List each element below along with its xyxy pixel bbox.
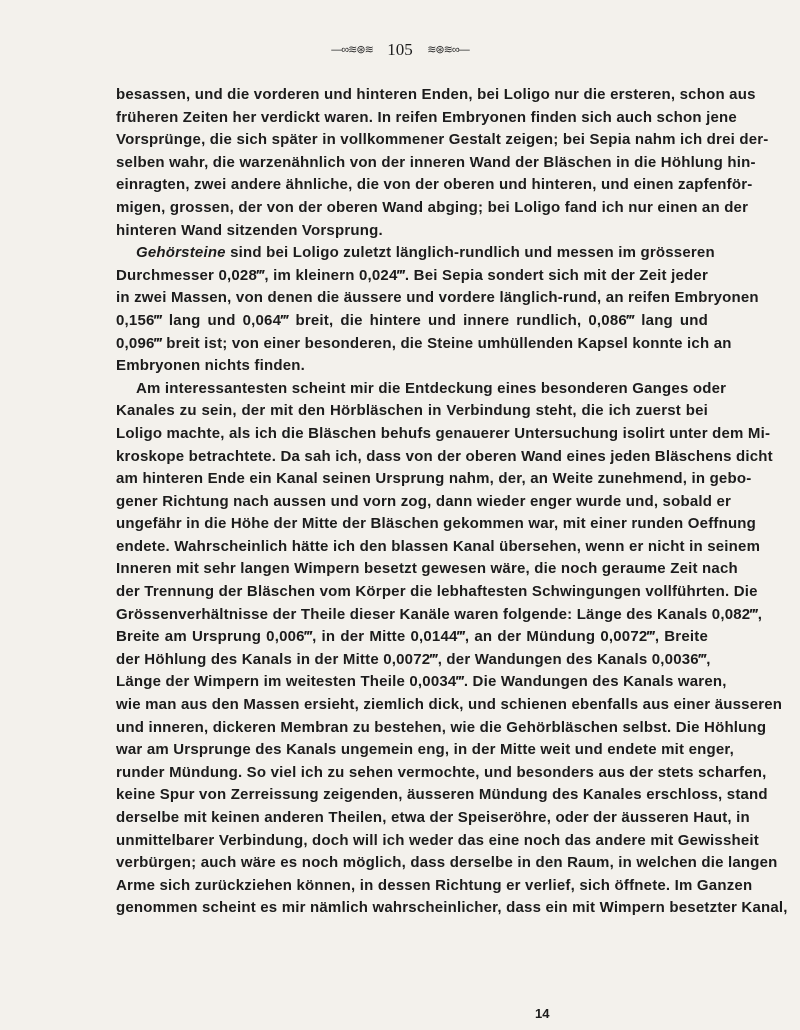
text-line: verbürgen; auch wäre es noch möglich, dass derselbe in den Raum, in welchen die langen bbox=[116, 854, 778, 872]
text-line: der Trennung der Bläschen vom Körper die lebhaftesten Schwingungen vollführten. Die bbox=[116, 583, 758, 601]
text-line: war am Ursprunge des Kanals ungemein eng, in der Mitte weit und endete mit enger, bbox=[116, 741, 734, 759]
text-line: Inneren mit sehr langen Wimpern besetzt gewesen wäre, die noch geraume Zeit nach bbox=[116, 560, 738, 578]
text-line: Am interessantesten scheint mir die Entdeckung eines besonderen Ganges oder bbox=[136, 379, 727, 397]
text-line: unmittelbarer Verbindung, doch will ich weder das eine noch das andere mit Gewissheit bbox=[116, 831, 759, 849]
text-line: genommen scheint es mir nämlich wahrscheinlicher, dass ein mit Wimpern besetzter Kanal, bbox=[116, 899, 788, 917]
text-line: in zwei Massen, von denen die äussere und vordere länglich-rund, an reifen Embryonen bbox=[116, 289, 759, 307]
text-line: ungefähr in die Höhe der Mitte der Bläschen gekommen war, mit einer runden Oeffnung bbox=[116, 515, 757, 533]
text-line: 0,096‴ breit ist; von einer besonderen, die Steine umhüllenden Kapsel konnte ich an bbox=[116, 334, 732, 352]
text-line: Durchmesser 0,028‴, im kleinern 0,024‴. Bei Sepia sondert sich mit der Zeit jeder bbox=[116, 266, 708, 284]
text-line: kroskope betrachtete. Da sah ich, dass von der oberen Wand eines jeden Bläschens dicht bbox=[116, 447, 773, 465]
text-line: Arme sich zurückziehen können, in dessen Richtung er verlief, sich öffnete. Im Ganzen bbox=[116, 876, 753, 894]
text-line: wie man aus den Massen ersieht, ziemlich dick, und schienen ebenfalls aus einer äusseren bbox=[116, 696, 783, 714]
text-line: keine Spur von Zerreissung zeigenden, äusseren Mündung des Kanales erschloss, stand bbox=[116, 786, 768, 804]
text-line: runder Mündung. So viel ich zu sehen vermochte, und besonders aus der stets scharfen, bbox=[116, 763, 767, 781]
text-line bbox=[116, 242, 715, 265]
text-line: früheren Zeiten her verdickt waren. In reifen Embryonen finden sich auch schon jene bbox=[116, 108, 737, 126]
text-line: Vorsprünge, die sich später in vollkommener Gestalt zeigen; bei Sepia nahm ich drei der- bbox=[116, 131, 769, 149]
text-line: besassen, und die vorderen und hinteren Enden, bei Loligo nur die ersteren, schon aus bbox=[116, 86, 756, 103]
text-line: derselbe mit keinen anderen Theilen, etwa der Speiseröhre, oder der äusseren Haut, in bbox=[116, 809, 750, 826]
text-line: Breite am Ursprung 0,006‴, in der Mitte 0,0144‴, an der Mündung 0,0072‴, Breite bbox=[116, 628, 708, 646]
text-line: Kanales zu sein, der mit den Hörbläschen in Verbindung steht, die ich zuerst bei bbox=[116, 402, 708, 420]
page-header bbox=[0, 40, 800, 60]
signature-mark: 14 bbox=[535, 1006, 550, 1021]
text-line: hinteren Wand sitzenden Vorsprung. bbox=[116, 221, 383, 239]
text-line: der Höhlung des Kanals in der Mitte 0,0072‴, der Wandungen des Kanals 0,0036‴, bbox=[116, 650, 711, 668]
text-line: Loligo machte, als ich die Bläschen behufs genauerer Untersuchung isolirt unter dem Mi- bbox=[116, 424, 771, 442]
body-text bbox=[116, 84, 788, 920]
text-line: endete. Wahrscheinlich hätte ich den blassen Kanal übersehen, wenn er nicht in seinem bbox=[116, 537, 761, 555]
page-number: 105 bbox=[387, 40, 413, 59]
text-line: selben wahr, die warzenähnlich von der inneren Wand der Bläschen in die Höhlung hin- bbox=[116, 153, 756, 171]
text-line: Grössenverhältnisse der Theile dieser Kanäle waren folgende: Länge des Kanals 0,082‴, bbox=[116, 605, 763, 623]
text-line: migen, grossen, der von der oberen Wand abging; bei Loligo fand ich nur einen an der bbox=[116, 198, 749, 216]
text-line: Länge der Wimpern im weitesten Theile 0,0034‴. Die Wandungen des Kanals waren, bbox=[116, 673, 727, 691]
text-line: am hinteren Ende ein Kanal seinen Ursprung nahm, der, an Weite zunehmend, in gebo- bbox=[116, 470, 752, 488]
italic-term: Gehörsteine bbox=[136, 244, 226, 262]
header-ornament-right: ≋⊛≋∞— bbox=[427, 44, 469, 56]
text-line: 0,156‴ lang und 0,064‴ breit, die hintere und innere rundlich, 0,086‴ lang und bbox=[116, 311, 708, 329]
header-ornament-left: —∞≋⊛≋ bbox=[331, 44, 373, 56]
text-line-rest: sind bei Loligo zuletzt länglich-rundlich und messen im grösseren bbox=[225, 244, 715, 262]
text-line: und inneren, dickeren Membran zu bestehen, wie die Gehörbläschen selbst. Die Höhlung bbox=[116, 718, 767, 736]
text-line: Embryonen nichts finden. bbox=[116, 357, 305, 375]
text-line: einragten, zwei andere ähnliche, die von der oberen und hinteren, und einen zapfenför- bbox=[116, 176, 753, 194]
text-line: gener Richtung nach aussen und vorn zog, dann wieder enger wurde und, sobald er bbox=[116, 492, 732, 510]
